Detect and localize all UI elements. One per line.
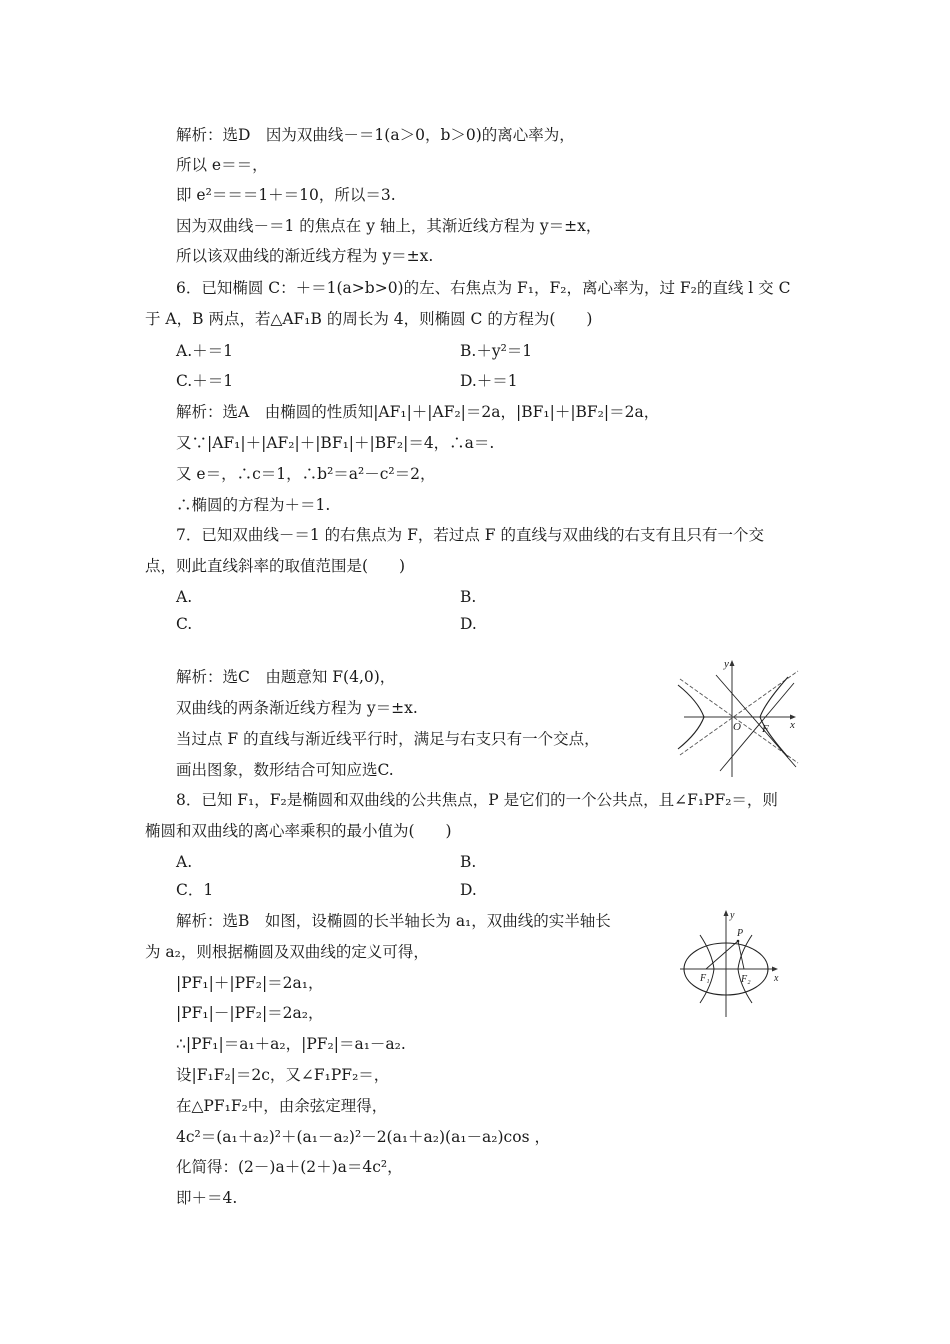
text-line: 画出图象，数形结合可知应选C. [176,761,394,779]
option-d: D.＋＝1 [460,372,518,390]
text-line: 解析：选B 如图，设椭圆的长半轴长为 a₁，双曲线的实半轴长 [176,912,611,930]
figure2-f2-label: F₂ [741,974,751,985]
text-line: 所以 e＝＝， [176,156,268,174]
option-a: A. [176,853,193,871]
figure1-focus-label: F [762,723,769,735]
option-b: B. [460,588,477,606]
option-d: D. [460,881,477,899]
text-line: 为 a₂，则根据椭圆及双曲线的定义可得， [145,943,429,961]
text-line: 设|F₁F₂|＝2c，又∠F₁PF₂＝， [176,1066,390,1084]
text-line: |PF₁|－|PF₂|＝2a₂， [176,1004,324,1022]
option-a: A. [176,588,193,606]
text-line: 双曲线的两条渐近线方程为 y＝±x. [176,699,418,717]
figure2-p-label: P [737,928,744,939]
text-line: 在△PF₁F₂中，由余弦定理得， [176,1097,388,1115]
text-line: 4c²＝(a₁＋a₂)²＋(a₁－a₂)²－2(a₁＋a₂)(a₁－a₂)cos ， [176,1128,550,1146]
ellipse-hyperbola-figure [676,905,786,1020]
question-8-line-2: 椭圆和双曲线的离心率乘积的最小值为( ) [145,822,452,840]
figure2-f1-label: F₁ [700,973,710,984]
option-b: B. [460,853,477,871]
option-a: A.＋＝1 [176,342,233,360]
text-line: 化简得：(2－)a＋(2＋)a＝4c²， [176,1158,403,1176]
option-c: C. [176,615,193,633]
figure1-origin-label: O [733,721,741,733]
text-line: 解析：选C 由题意知 F(4,0)， [176,668,396,686]
option-c: C.＋＝1 [176,372,234,390]
text-line: ∴椭圆的方程为＋＝1. [176,496,331,514]
figure1-x-label: x [790,719,795,731]
question-8-line-1: 8．已知 F₁，F₂是椭圆和双曲线的公共焦点，P 是它们的一个公共点，且∠F₁PF₂＝，则 [176,791,778,809]
text-line: 解析：选D 因为双曲线－＝1(a＞0，b＞0)的离心率为， [176,126,575,144]
text-line: 又 e＝，∴c＝1，∴b²＝a²－c²＝2， [176,465,436,483]
text-line: 即＋＝4. [176,1189,238,1207]
text-line: |PF₁|＋|PF₂|＝2a₁， [176,974,324,992]
text-line: 即 e²＝＝＝1＋＝10，所以＝3. [176,186,396,204]
figure1-y-label: y [724,658,729,670]
figure2-x-label: x [774,973,779,984]
text-line: 所以该双曲线的渐近线方程为 y＝±x. [176,247,434,265]
hyperbola-figure [670,655,805,780]
option-b: B.＋y²＝1 [460,342,533,360]
text-line: 因为双曲线－＝1 的焦点在 y 轴上，其渐近线方程为 y＝±x， [176,217,602,235]
question-6-line-2: 于 A，B 两点，若△AF₁B 的周长为 4，则椭圆 C 的方程为( ) [145,310,593,328]
question-7-line-1: 7．已知双曲线－＝1 的右焦点为 F，若过点 F 的直线与双曲线的右支有且只有一个交 [176,526,764,544]
text-line: 解析：选A 由椭圆的性质知|AF₁|＋|AF₂|＝2a，|BF₁|＋|BF₂|＝2a， [176,403,660,421]
question-7-line-2: 点，则此直线斜率的取值范围是( ) [145,557,406,575]
text-line: 又∵|AF₁|＋|AF₂|＋|BF₁|＋|BF₂|＝4，∴a＝. [176,434,495,452]
option-d: D. [460,615,477,633]
text-line: 当过点 F 的直线与渐近线平行时，满足与右支只有一个交点， [176,730,600,748]
text-line: ∴|PF₁|＝a₁＋a₂，|PF₂|＝a₁－a₂. [176,1035,406,1053]
question-6-line-1: 6．已知椭圆 C：＋＝1(a>b>0)的左、右焦点为 F₁，F₂，离心率为，过 F₂的直线 l 交 C [176,279,791,297]
figure2-y-label: y [730,910,735,921]
option-c: C．1 [176,881,214,899]
